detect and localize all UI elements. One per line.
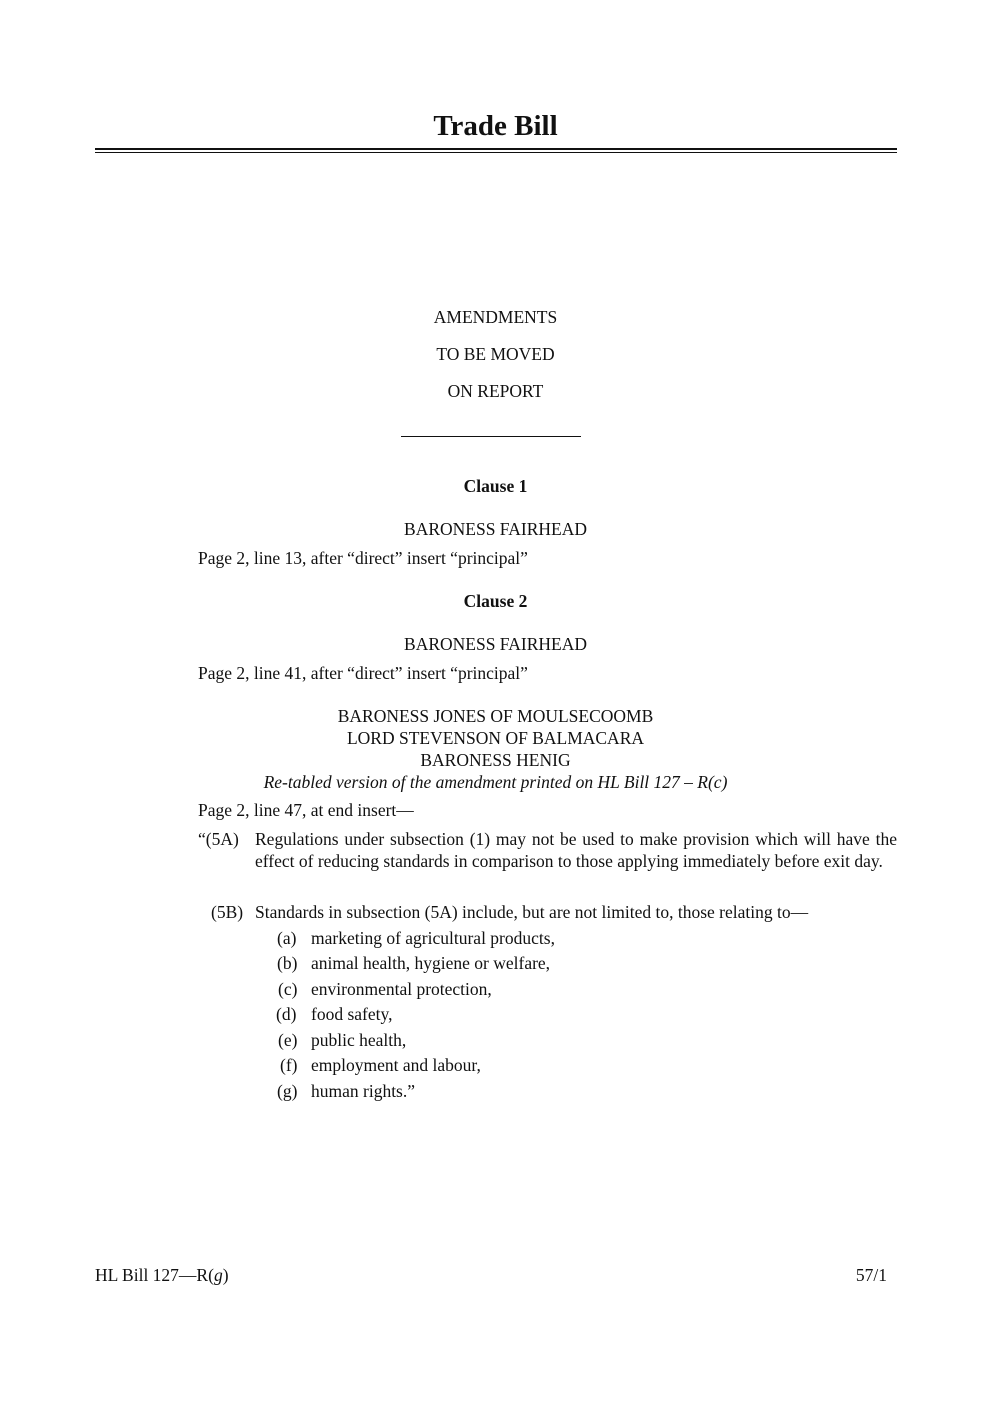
document-title: Trade Bill	[433, 110, 558, 142]
mover-name: BARONESS JONES OF MOULSECOOMB	[337, 706, 654, 726]
bill-reference-suffix: )	[222, 1265, 229, 1285]
title-rule-thin	[95, 152, 897, 153]
retabled-note: Re-tabled version of the amendment printed on HL Bill 127 – R(c)	[263, 772, 728, 792]
item-label: (e)	[278, 1030, 298, 1050]
item-text: human rights.”	[311, 1081, 416, 1101]
item-label: (a)	[277, 928, 297, 948]
bill-reference-prefix: HL Bill 127—R(	[95, 1265, 214, 1285]
heading-line: ON REPORT	[447, 381, 544, 401]
clause-heading: Clause 2	[463, 591, 528, 611]
heading-line: TO BE MOVED	[436, 344, 555, 364]
item-label: (c)	[278, 979, 298, 999]
amendment-text: Page 2, line 41, after “direct” insert “principal”	[198, 663, 528, 683]
item-text: employment and labour,	[311, 1055, 481, 1075]
divider	[401, 436, 581, 437]
clause-heading: Clause 1	[463, 476, 528, 496]
item-label: (d)	[276, 1004, 297, 1024]
item-text: environmental protection,	[311, 979, 492, 999]
item-text: food safety,	[311, 1004, 393, 1024]
mover-name: LORD STEVENSON OF BALMACARA	[346, 728, 645, 748]
bill-reference	[95, 1264, 229, 1286]
item-text: animal health, hygiene or welfare,	[311, 953, 551, 973]
item-label: (f)	[280, 1055, 298, 1075]
title-rule	[95, 148, 897, 150]
page-reference: 57/1	[855, 1265, 887, 1285]
item-text: public health,	[311, 1030, 407, 1050]
mover-name: BARONESS HENIG	[420, 750, 571, 770]
amendment-text: Page 2, line 47, at end insert—	[198, 800, 414, 820]
subsection-text: Standards in subsection (5A) include, but are not limited to, those relating to—	[255, 902, 809, 922]
mover-name: BARONESS FAIRHEAD	[404, 519, 587, 539]
subsection-label: “(5A)	[198, 829, 239, 849]
mover-name: BARONESS FAIRHEAD	[404, 634, 587, 654]
item-label: (b)	[277, 953, 298, 973]
item-label: (g)	[277, 1081, 298, 1101]
subsection-label: (5B)	[211, 902, 244, 922]
item-text: marketing of agricultural products,	[311, 928, 555, 948]
amendment-text: Page 2, line 13, after “direct” insert “principal”	[198, 548, 528, 568]
bill-reference-letter: g	[213, 1265, 223, 1285]
heading-line: AMENDMENTS	[433, 307, 558, 327]
subsection-text: Regulations under subsection (1) may not be used to make provision which will have the effect of reducing standards in comparison to those applying immediately before exit day.	[255, 829, 897, 871]
